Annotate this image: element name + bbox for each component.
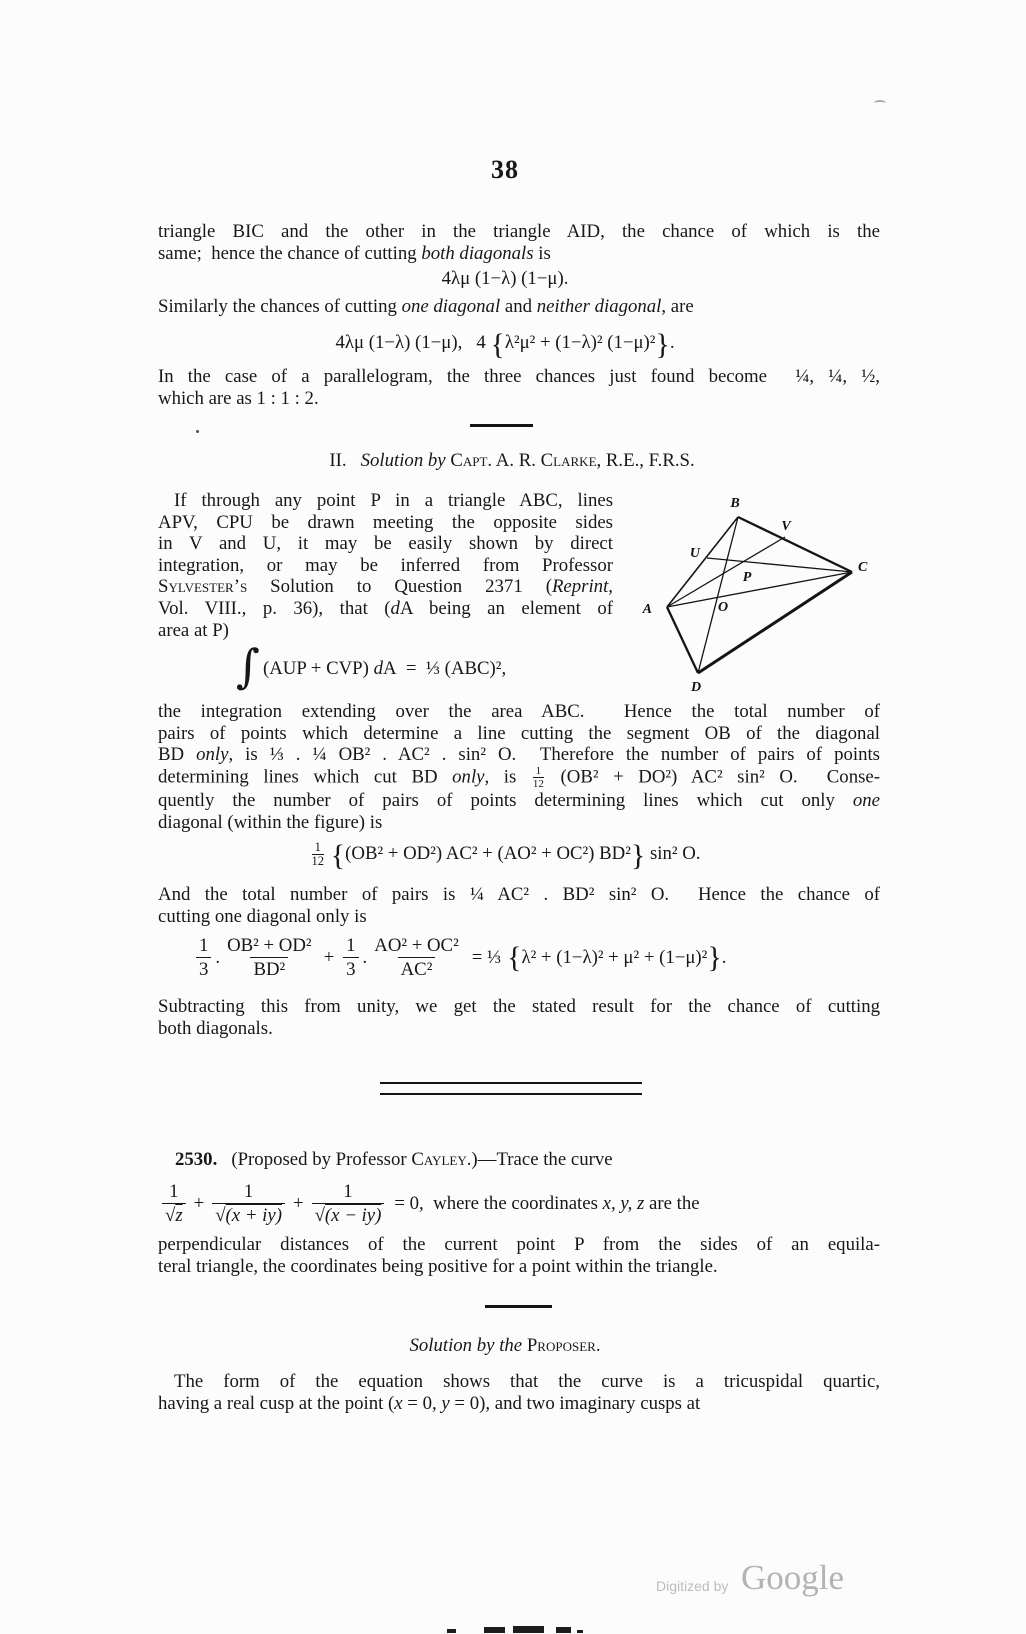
digitized-by-label: Digitized by [656, 1578, 729, 1594]
paragraph-perpendicular: perpendicular distances of the current point P from the sides of an equila- teral triangle, the coordinates being positive for a point within the triangle. [158, 1234, 880, 1277]
question-2530-equation [158, 1176, 700, 1232]
solution-heading-clarke: II. Solution by Capt. A. R. Clarke, R.E., F.R.S. [329, 450, 695, 471]
integral-formula [236, 639, 507, 693]
operator-dot: . [362, 947, 368, 968]
chance-formula [192, 932, 726, 984]
figure-label-v: V [781, 519, 791, 534]
formula-text: sin² O. [645, 843, 701, 865]
fraction-one-third: $\frac{1}{3}$ [343, 936, 358, 980]
section-rule [485, 1305, 552, 1308]
figure-lines [667, 517, 852, 673]
section-rule [470, 424, 533, 427]
right-brace: } [630, 839, 646, 873]
paragraph-form-of-equation: The form of the equation shows that the curve is a tricuspidal quartic, having a real cusp at the point (x = 0, y = 0), and two imaginary cusps at [158, 1371, 880, 1414]
operator-plus: + [193, 1193, 205, 1214]
scan-cutoff-mark [447, 1629, 456, 1633]
google-logo: Google [741, 1558, 845, 1597]
left-brace: { [490, 328, 505, 361]
paragraph-similarly: Similarly the chances of cutting one diagonal and neither diagonal, are [158, 296, 694, 317]
equals-one-third: = ⅓ [471, 947, 502, 968]
integral-sign: ∫ [236, 639, 260, 693]
edge-bc [738, 517, 852, 572]
geometry-figure-quadrilateral [628, 478, 893, 693]
operator-plus: + [323, 947, 335, 968]
formula-text: . [669, 332, 675, 353]
double-rule [380, 1082, 642, 1095]
scan-cutoff-mark [577, 1630, 583, 1633]
figure-label-c: C [858, 560, 868, 575]
figure-label-d: D [690, 680, 702, 693]
paragraph-total-pairs: And the total number of pairs is ¼ AC² . BD² sin² O. Hence the chance of cutting one diagonal only is [158, 884, 880, 927]
right-brace: } [655, 328, 670, 361]
right-brace: } [707, 941, 722, 974]
figure-label-o: O [717, 600, 729, 615]
cevian-av [667, 537, 785, 607]
figure-label-b: B [730, 496, 740, 511]
scan-speck [874, 100, 886, 106]
figure-label-p: P [742, 570, 752, 585]
integral-body: (AUP + CVP) dA = ⅓ (ABC)², [262, 658, 507, 679]
fraction-ob-od-over-bd: $\frac{\text{OB² + OD²}}{\text{BD²}}$ [227, 934, 312, 980]
paragraph-subtracting: Subtracting this from unity, we get the stated result for the chance of cutting both diagonals. [158, 996, 880, 1039]
scan-speck [196, 430, 199, 433]
left-brace: { [330, 839, 346, 873]
formula-one-diagonal-count [148, 841, 862, 879]
formula-text: λ²μ² + (1−λ)² (1−μ)² [504, 332, 656, 353]
figure-label-u: U [689, 546, 700, 561]
formula-one-neither [148, 330, 862, 366]
fraction-one-over-sqrt-z: $\frac{1}{√z}$ [162, 1182, 186, 1226]
formula-text: (OB² + OD²) AC² + (AO² + OC²) BD² [345, 843, 631, 865]
operator-dot: . [215, 947, 221, 968]
scan-cutoff-mark [484, 1627, 505, 1633]
operator-plus: + [293, 1193, 304, 1214]
scan-cutoff-mark [513, 1626, 544, 1633]
fraction-one-third: $\frac{1}{3}$ [196, 936, 211, 980]
paragraph-integration: the integration extending over the area ABC. Hence the total number of pairs of points which determine a line cutting the segment OB of the diagonal BD only, is ⅓ . ¼ OB² . AC² . sin² O. Therefore the number of pairs of points determining lines which cut BD only, is $\frac{1}{12}$ (OB² + DO²) AC² sin² O. Conse- quently the number of pairs of points determining lines which cut only one diagonal (within the figure) is [158, 701, 880, 833]
edge-da [667, 607, 698, 673]
edge-ab [667, 517, 738, 607]
left-brace: { [507, 941, 522, 974]
formula-text: 4λμ (1−λ) (1−μ), 4 [335, 332, 491, 353]
formula-text: λ² + (1−λ)² + μ² + (1−μ)² [521, 947, 708, 968]
fraction-one-over-sqrt-x-plus-iy: $\frac{1}{√(x + iy)}$ [212, 1182, 285, 1226]
formula-both-diagonals: 4λμ (1−λ) (1−μ). [441, 268, 569, 289]
page-number: 38 [491, 155, 519, 184]
question-2530-heading: 2530. (Proposed by Professor Cayley.)—Trace the curve [175, 1149, 613, 1170]
formula-text: . [721, 947, 727, 968]
fraction-one-twelfth: $\frac{1}{12}$ [311, 840, 325, 868]
scan-cutoff-mark [556, 1627, 571, 1633]
fraction-one-over-sqrt-x-minus-iy: $\frac{1}{√(x - iy)}$ [312, 1182, 385, 1226]
figure-label-a: A [642, 602, 652, 617]
fraction-ao-oc-over-ac: $\frac{\text{AO² + OC²}}{\text{AC²}}$ [374, 934, 459, 980]
equation-tail: = 0, where the coordinates x, y, z are the [394, 1193, 700, 1214]
paragraph-parallelogram: In the case of a parallelogram, the three chances just found become ¼, ¼, ½, which are as 1 : 1 : 2. [158, 366, 880, 409]
paragraph-if-through: If through any point P in a triangle ABC, lines APV, CPU be drawn meeting the opposite sides in V and U, it may be easily shown by direct integration, or may be inferred from Professor Sylvester’s Solution to Question 2371 (Reprint, Vol. VIII., p. 36), that (dA being an element of area at P) [158, 490, 613, 641]
solution-heading-proposer: Solution by the Proposer. [409, 1335, 601, 1356]
paragraph-both-diagonals: triangle BIC and the other in the triangle AID, the chance of which is the same; hence the chance of cutting both diagonals is [158, 221, 880, 264]
